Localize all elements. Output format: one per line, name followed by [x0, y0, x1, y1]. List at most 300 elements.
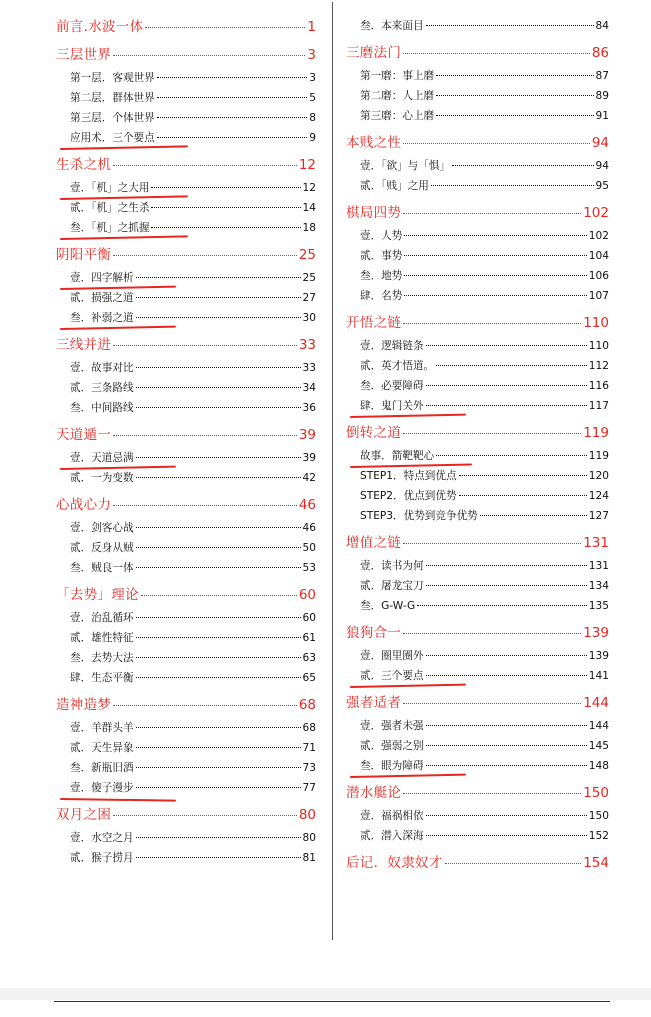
toc-left-column — [56, 16, 316, 868]
section-title: 壹．四字解析 — [70, 272, 134, 284]
section-title: 壹．「机」之大用 — [70, 182, 150, 194]
section-title: 肆．鬼门关外 — [360, 400, 424, 412]
section-title: 贰．「贱」之用 — [360, 180, 429, 192]
toc-chapter-entry[interactable] — [346, 202, 609, 224]
toc-section-entry[interactable] — [346, 66, 609, 86]
dot-leader — [113, 55, 305, 56]
dot-leader — [403, 433, 581, 434]
page-number: 139 — [588, 650, 609, 662]
toc-section-entry[interactable] — [346, 176, 609, 196]
dot-leader — [426, 835, 587, 836]
toc-section-entry[interactable] — [56, 108, 316, 128]
toc-section-entry[interactable] — [56, 778, 316, 798]
page-number: 86 — [591, 45, 609, 61]
dot-leader — [436, 95, 593, 96]
dot-leader — [436, 455, 587, 456]
page-number: 68 — [298, 697, 316, 713]
toc-section-entry[interactable] — [56, 828, 316, 848]
page-number: 68 — [302, 722, 316, 734]
toc-section-entry[interactable] — [56, 88, 316, 108]
section-title: STEP1．特点到优点 — [360, 470, 457, 482]
page-number: 94 — [591, 135, 609, 151]
dot-leader — [136, 677, 301, 678]
dot-leader — [426, 675, 587, 676]
dot-leader — [426, 405, 587, 406]
toc-section-entry[interactable] — [346, 246, 609, 266]
dot-leader — [403, 53, 590, 54]
page-number: 119 — [583, 425, 609, 441]
page-number: 119 — [588, 450, 609, 462]
dot-leader — [426, 25, 594, 26]
chapter-title: 阴阳平衡 — [56, 247, 112, 263]
section-title: 壹．故事对比 — [70, 362, 134, 374]
chapter-title: 倒转之道 — [346, 425, 402, 441]
page-number: 107 — [588, 290, 609, 302]
chapter-title: 前言.水波一体 — [56, 19, 144, 35]
dot-leader — [452, 165, 593, 166]
dot-leader — [157, 137, 308, 138]
toc-right-column — [346, 16, 609, 876]
section-title: 壹．圈里圈外 — [360, 650, 424, 662]
toc-chapter-entry[interactable] — [56, 244, 316, 266]
toc-section-entry[interactable] — [346, 466, 609, 486]
dot-leader — [136, 367, 301, 368]
dot-leader — [136, 837, 301, 838]
page-number: 135 — [588, 600, 609, 612]
section-title: 第二层．群体世界 — [70, 92, 155, 104]
dot-leader — [426, 655, 587, 656]
page-number: 46 — [302, 522, 316, 534]
section-title: 叁．贼良一体 — [70, 562, 134, 574]
dot-leader — [426, 765, 587, 766]
dot-leader — [426, 815, 587, 816]
dot-leader — [157, 97, 308, 98]
dot-leader — [113, 505, 297, 506]
section-title: 壹．剑客心战 — [70, 522, 134, 534]
section-title: 贰．事势 — [360, 250, 403, 262]
page-number: 46 — [298, 497, 316, 513]
page-number: 27 — [302, 292, 316, 304]
chapter-title: 天道遁一 — [56, 427, 112, 443]
chapter-title: 潜水艇论 — [346, 785, 402, 801]
dot-leader — [113, 165, 297, 166]
page-number: 120 — [588, 470, 609, 482]
toc-section-entry[interactable] — [56, 268, 316, 288]
section-title: 贰．潜入深海 — [360, 830, 424, 842]
page-number: 12 — [302, 182, 316, 194]
toc-section-entry[interactable] — [346, 646, 609, 666]
page-number: 112 — [588, 360, 609, 372]
section-title: 叁．G-W-G — [360, 600, 416, 612]
dot-leader — [136, 477, 301, 478]
toc-section-entry[interactable] — [56, 518, 316, 538]
dot-leader — [136, 857, 301, 858]
page-number: 152 — [588, 830, 609, 842]
toc-section-entry[interactable] — [346, 376, 609, 396]
page-number: 102 — [583, 205, 609, 221]
page-number: 34 — [302, 382, 316, 394]
dot-leader — [113, 345, 297, 346]
page-number: 25 — [302, 272, 316, 284]
page-number: 39 — [298, 427, 316, 443]
page-number: 102 — [588, 230, 609, 242]
page-number: 139 — [583, 625, 609, 641]
page-number: 65 — [302, 672, 316, 684]
section-title: 壹．水空之月 — [70, 832, 134, 844]
page-number: 71 — [302, 742, 316, 754]
dot-leader — [426, 585, 587, 586]
section-title: 贰．「机」之生杀 — [70, 202, 150, 214]
dot-leader — [403, 213, 581, 214]
dot-leader — [459, 475, 587, 476]
section-title: 叁．「机」之抓握 — [70, 222, 150, 234]
toc-chapter-entry[interactable] — [346, 692, 609, 714]
toc-section-entry[interactable] — [56, 538, 316, 558]
toc-section-entry[interactable] — [56, 358, 316, 378]
dot-leader — [136, 547, 301, 548]
toc-section-entry[interactable] — [346, 336, 609, 356]
toc-section-entry[interactable] — [56, 448, 316, 468]
dot-leader — [136, 767, 301, 768]
toc-section-entry[interactable] — [56, 668, 316, 688]
page-number: 36 — [302, 402, 316, 414]
dot-leader — [113, 815, 297, 816]
chapter-title: 狼狗合一 — [346, 625, 402, 641]
toc-section-entry[interactable] — [346, 556, 609, 576]
page-number: 25 — [298, 247, 316, 263]
dot-leader — [136, 787, 301, 788]
page-number: 89 — [595, 90, 609, 102]
dot-leader — [157, 77, 308, 78]
toc-chapter-entry[interactable] — [346, 622, 609, 644]
toc-section-entry[interactable] — [56, 468, 316, 488]
section-title: 壹．人势 — [360, 230, 403, 242]
toc-chapter-entry[interactable] — [56, 424, 316, 446]
toc-section-entry[interactable] — [346, 16, 609, 36]
section-title: 壹．福祸相依 — [360, 810, 424, 822]
chapter-title: 本贱之性 — [346, 135, 402, 151]
toc-chapter-entry[interactable] — [346, 782, 609, 804]
page-number: 61 — [302, 632, 316, 644]
page-number: 63 — [302, 652, 316, 664]
page-number: 134 — [588, 580, 609, 592]
dot-leader — [136, 657, 301, 658]
page-number: 110 — [583, 315, 609, 331]
section-title: 贰．英才悟道。 — [360, 360, 435, 372]
toc-section-entry[interactable] — [346, 576, 609, 596]
section-title: 第三层．个体世界 — [70, 112, 155, 124]
page-number: 104 — [588, 250, 609, 262]
dot-leader — [145, 27, 305, 28]
chapter-title: 三磨法门 — [346, 45, 402, 61]
chapter-title: 后记．奴隶奴才 — [346, 855, 443, 871]
toc-section-entry[interactable] — [56, 398, 316, 418]
section-title: STEP2．优点到优势 — [360, 490, 457, 502]
page-number: 91 — [595, 110, 609, 122]
dot-leader — [404, 235, 586, 236]
dot-leader — [136, 407, 301, 408]
section-title: 贰．一为变数 — [70, 472, 134, 484]
toc-section-entry[interactable] — [56, 558, 316, 578]
toc-section-entry[interactable] — [346, 716, 609, 736]
chapter-title: 双月之困 — [56, 807, 112, 823]
toc-section-entry[interactable] — [346, 596, 609, 616]
toc-chapter-entry[interactable] — [346, 532, 609, 554]
toc-section-entry[interactable] — [56, 128, 316, 148]
page-number: 127 — [588, 510, 609, 522]
toc-section-entry[interactable] — [346, 486, 609, 506]
toc-section-entry[interactable] — [346, 506, 609, 526]
dot-leader — [403, 633, 581, 634]
toc-section-entry[interactable] — [56, 628, 316, 648]
dot-leader — [436, 75, 593, 76]
toc-section-entry[interactable] — [346, 806, 609, 826]
chapter-title: 造神造梦 — [56, 697, 112, 713]
toc-section-entry[interactable] — [56, 68, 316, 88]
dot-leader — [136, 567, 301, 568]
dot-leader — [136, 727, 301, 728]
dot-leader — [426, 345, 587, 346]
page-number: 150 — [588, 810, 609, 822]
toc-section-entry[interactable] — [346, 106, 609, 126]
dot-leader — [136, 747, 301, 748]
chapter-title: 强者适者 — [346, 695, 402, 711]
toc-section-entry[interactable] — [346, 736, 609, 756]
dot-leader — [113, 255, 297, 256]
chapter-title: 开悟之链 — [346, 315, 402, 331]
page-number: 12 — [298, 157, 316, 173]
toc-section-entry[interactable] — [346, 156, 609, 176]
column-divider — [332, 2, 333, 940]
dot-leader — [136, 297, 301, 298]
dot-leader — [136, 527, 301, 528]
dot-leader — [426, 385, 587, 386]
dot-leader — [404, 255, 586, 256]
toc-section-entry[interactable] — [56, 288, 316, 308]
dot-leader — [113, 705, 297, 706]
toc-chapter-entry[interactable] — [56, 584, 316, 606]
dot-leader — [426, 745, 587, 746]
toc-section-entry[interactable] — [346, 356, 609, 376]
page-number: 106 — [588, 270, 609, 282]
dot-leader — [136, 387, 301, 388]
page-number: 60 — [298, 587, 316, 603]
toc-chapter-entry[interactable] — [56, 694, 316, 716]
toc-chapter-entry[interactable] — [346, 42, 609, 64]
toc-section-entry[interactable] — [56, 308, 316, 328]
section-title: 壹．强者未强 — [360, 720, 424, 732]
toc-section-entry[interactable] — [56, 198, 316, 218]
page-number: 131 — [588, 560, 609, 572]
page-number: 145 — [588, 740, 609, 752]
dot-leader — [151, 207, 300, 208]
page-footer-band — [0, 988, 651, 1000]
section-title: 壹．读书为何 — [360, 560, 424, 572]
section-title: 应用术．三个要点 — [70, 132, 155, 144]
page-number: 80 — [302, 832, 316, 844]
page-number: 124 — [588, 490, 609, 502]
section-title: 叁．去势大法 — [70, 652, 134, 664]
toc-section-entry[interactable] — [346, 286, 609, 306]
section-title: 贰．屠龙宝刀 — [360, 580, 424, 592]
section-title: 叁．本来面目 — [360, 20, 424, 32]
section-title: 故事．箭靶靶心 — [360, 450, 435, 462]
section-title: 叁．必要障碍 — [360, 380, 424, 392]
page-number: 154 — [583, 855, 609, 871]
section-title: 贰．反身从贼 — [70, 542, 134, 554]
toc-chapter-entry[interactable] — [56, 494, 316, 516]
dot-leader — [480, 515, 587, 516]
toc-section-entry[interactable] — [56, 738, 316, 758]
page-number: 18 — [302, 222, 316, 234]
toc-section-entry[interactable] — [346, 266, 609, 286]
section-title: 第三磨：心上磨 — [360, 110, 435, 122]
toc-section-entry[interactable] — [56, 178, 316, 198]
dot-leader — [404, 295, 586, 296]
chapter-title: 心战心力 — [56, 497, 112, 513]
toc-section-entry[interactable] — [346, 446, 609, 466]
page-number: 3 — [309, 72, 316, 84]
page-number: 87 — [595, 70, 609, 82]
section-title: 叁．新瓶旧酒 — [70, 762, 134, 774]
dot-leader — [436, 365, 587, 366]
dot-leader — [403, 703, 581, 704]
section-title: 壹．治乱循环 — [70, 612, 134, 624]
section-title: 壹．逻辑链条 — [360, 340, 424, 352]
toc-chapter-entry[interactable] — [346, 852, 609, 874]
section-title: 第二磨：人上磨 — [360, 90, 435, 102]
toc-section-entry[interactable] — [346, 756, 609, 776]
toc-section-entry[interactable] — [56, 718, 316, 738]
toc-section-entry[interactable] — [346, 396, 609, 416]
toc-section-entry[interactable] — [346, 226, 609, 246]
toc-chapter-entry[interactable] — [56, 334, 316, 356]
section-title: 叁．眼为障碍 — [360, 760, 424, 772]
section-title: 叁．中间路线 — [70, 402, 134, 414]
dot-leader — [141, 595, 297, 596]
section-title: 壹．傻子漫步 — [70, 782, 134, 794]
dot-leader — [136, 457, 301, 458]
page-number: 14 — [302, 202, 316, 214]
chapter-title: 增值之链 — [346, 535, 402, 551]
toc-section-entry[interactable] — [56, 608, 316, 628]
dot-leader — [136, 637, 301, 638]
dot-leader — [157, 117, 308, 118]
page-number: 33 — [302, 362, 316, 374]
dot-leader — [404, 275, 586, 276]
page-number: 144 — [588, 720, 609, 732]
toc-section-entry[interactable] — [346, 86, 609, 106]
toc-section-entry[interactable] — [56, 848, 316, 868]
page-number: 1 — [307, 19, 316, 35]
page-number: 110 — [588, 340, 609, 352]
page-number: 116 — [588, 380, 609, 392]
page-number: 8 — [309, 112, 316, 124]
page-number: 117 — [588, 400, 609, 412]
chapter-title: 「去势」理论 — [56, 587, 139, 603]
dot-leader — [436, 115, 593, 116]
toc-chapter-entry[interactable] — [56, 16, 316, 38]
toc-chapter-entry[interactable] — [56, 154, 316, 176]
dot-leader — [426, 725, 587, 726]
toc-section-entry[interactable] — [346, 826, 609, 846]
page-number: 39 — [302, 452, 316, 464]
page-number: 148 — [588, 760, 609, 772]
section-title: 肆．名势 — [360, 290, 403, 302]
page-number: 5 — [309, 92, 316, 104]
dot-leader — [403, 793, 581, 794]
page-number: 77 — [302, 782, 316, 794]
section-title: 贰．三个要点 — [360, 670, 424, 682]
section-title: 壹．羊群头羊 — [70, 722, 134, 734]
dot-leader — [136, 277, 301, 278]
toc-section-entry[interactable] — [346, 666, 609, 686]
section-title: 贰．天生异象 — [70, 742, 134, 754]
toc-chapter-entry[interactable] — [346, 312, 609, 334]
toc-section-entry[interactable] — [56, 648, 316, 668]
section-title: 叁．地势 — [360, 270, 403, 282]
dot-leader — [136, 617, 301, 618]
page-number: 141 — [588, 670, 609, 682]
chapter-title: 三线并进 — [56, 337, 112, 353]
dot-leader — [403, 143, 590, 144]
section-title: 叁．补弱之道 — [70, 312, 134, 324]
dot-leader — [431, 185, 594, 186]
page-number: 131 — [583, 535, 609, 551]
section-title: STEP3．优势到竞争优势 — [360, 510, 478, 522]
toc-section-entry[interactable] — [56, 218, 316, 238]
section-title: 壹．「欲」与「惧」 — [360, 160, 451, 172]
dot-leader — [151, 227, 300, 228]
page-number: 3 — [307, 47, 316, 63]
chapter-title: 棋局四势 — [346, 205, 402, 221]
toc-chapter-entry[interactable] — [56, 44, 316, 66]
toc-chapter-entry[interactable] — [346, 132, 609, 154]
page-number: 9 — [309, 132, 316, 144]
page-number: 95 — [595, 180, 609, 192]
section-title: 壹．天道忌满 — [70, 452, 134, 464]
page-number: 81 — [302, 852, 316, 864]
page-number: 60 — [302, 612, 316, 624]
dot-leader — [459, 495, 587, 496]
toc-chapter-entry[interactable] — [346, 422, 609, 444]
page-number: 50 — [302, 542, 316, 554]
toc-chapter-entry[interactable] — [56, 804, 316, 826]
dot-leader — [136, 317, 301, 318]
dot-leader — [426, 565, 587, 566]
dot-leader — [445, 863, 582, 864]
section-title: 贰．猴子捞月 — [70, 852, 134, 864]
page-number: 30 — [302, 312, 316, 324]
section-title: 贰．强弱之别 — [360, 740, 424, 752]
section-title: 肆．生态平衡 — [70, 672, 134, 684]
page-number: 42 — [302, 472, 316, 484]
page-number: 33 — [298, 337, 316, 353]
chapter-title: 生杀之机 — [56, 157, 112, 173]
section-title: 贰．三条路线 — [70, 382, 134, 394]
toc-section-entry[interactable] — [56, 758, 316, 778]
section-title: 第一磨：事上磨 — [360, 70, 435, 82]
page-number: 80 — [298, 807, 316, 823]
section-title: 第一层．客观世界 — [70, 72, 155, 84]
page-number: 144 — [583, 695, 609, 711]
section-title: 贰．雄性特征 — [70, 632, 134, 644]
chapter-title: 三层世界 — [56, 47, 112, 63]
page-number: 84 — [595, 20, 609, 32]
page-number: 73 — [302, 762, 316, 774]
dot-leader — [403, 323, 581, 324]
toc-section-entry[interactable] — [56, 378, 316, 398]
